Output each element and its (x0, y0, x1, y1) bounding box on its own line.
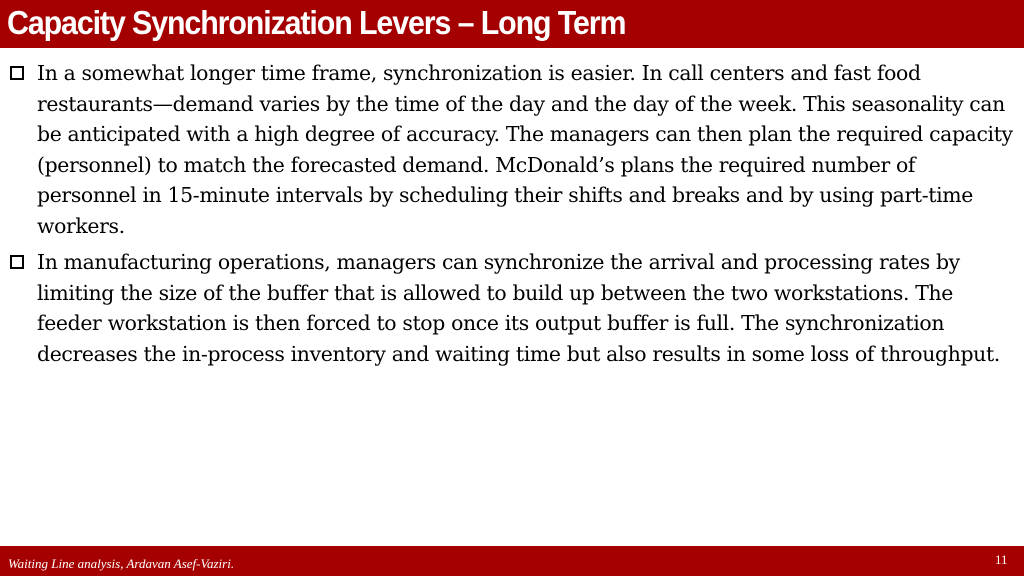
slide-title: Capacity Synchronization Levers – Long Term (7, 4, 626, 41)
footer-caption: Waiting Line analysis, Ardavan Asef-Vaziri. (8, 556, 235, 571)
title-bar (0, 0, 1024, 48)
bullet-text: In manufacturing operations, managers can synchronize the arrival and processing rates by limiting the size of the buffer that is allowed to build up between the two workstations. The feeder workstation is then forced to stop once its output buffer is full. The synchronization decreases the in-process inventory and waiting time but also results in some loss of throughput. (37, 250, 1000, 366)
hollow-square-bullet-icon (10, 66, 24, 80)
hollow-square-bullet-icon (10, 255, 24, 269)
page-number: 11 (995, 552, 1008, 567)
bullet-list (10, 58, 1018, 375)
bullet-item (10, 247, 1018, 369)
bullet-text: In a somewhat longer time frame, synchronization is easier. In call centers and fast food restaurants—demand varies by the time of the day and the day of the week. This seasonality can be anticipated with a high degree of accuracy. The managers can then plan the required capacity (personnel) to match the forecasted demand. McDonald’s plans the required number of personnel in 15-minute intervals by scheduling their shifts and breaks and by using part-time workers. (37, 61, 1013, 238)
bullet-item (10, 58, 1018, 241)
